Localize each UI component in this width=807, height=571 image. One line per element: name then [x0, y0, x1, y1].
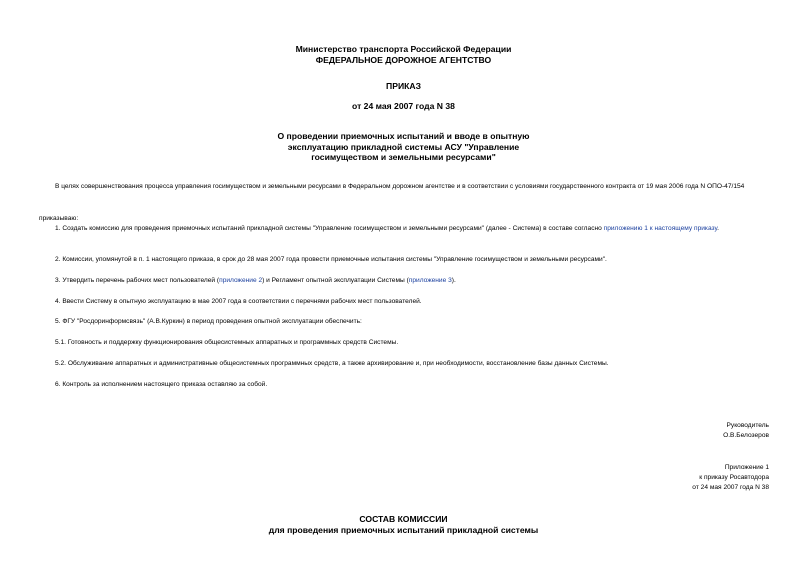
doc-date: от 24 мая 2007 года N 38 — [352, 101, 455, 111]
doc-title-line-1: О проведении приемочных испытаний и вводе в опытную — [277, 131, 530, 141]
appendix-title — [0, 514, 807, 535]
doc-title — [0, 131, 807, 163]
paragraph-5-1: 5.1. Готовность и поддержку функционирования общесистемных аппаратных и программных средств Системы. — [55, 339, 399, 346]
doc-title-line-3: госимуществом и земельными ресурсами" — [311, 152, 496, 162]
ministry-name: Министерство транспорта Российской Федерации — [295, 44, 512, 54]
intro-paragraph: В целях совершенствования процесса управления госимуществом и земельными ресурсами в Федеральном дорожном агентстве и в соответствии с условиями государственного контракта от 19 мая 2006 года N ОПО-47/154 — [55, 183, 745, 190]
paragraph-4: 4. Ввести Систему в опытную эксплуатацию в мае 2007 года в соответствии с перечнями рабочих мест пользователей. — [55, 298, 422, 305]
doc-title-line-2: эксплуатацию прикладной системы АСУ "Управление — [287, 141, 520, 152]
signature-name: О.В.Белозеров — [723, 432, 769, 440]
document-header — [0, 44, 807, 65]
paragraph-3: 3. Утвердить перечень рабочих мест пользователей (приложение 2) и Регламент опытной эксплуатации Системы (приложение 3). — [55, 277, 456, 284]
appendix-ref-line-3: от 24 мая 2007 года N 38 — [692, 484, 769, 492]
paragraph-5: 5. ФГУ "Росдоринформсвязь" (А.В.Куркин) в период проведения опытной эксплуатации обеспечить: — [55, 318, 362, 325]
appendix-title-line-2: для проведения приемочных испытаний прикладной системы — [268, 524, 539, 535]
appendix-reference — [692, 463, 769, 494]
paragraph-2: 2. Комиссии, упомянутой в п. 1 настоящего приказа, в срок до 28 мая 2007 года провести приемочные испытания системы "Управление госимуществом и земельными ресурсами". — [55, 256, 607, 263]
paragraph-5-2: 5.2. Обслуживание аппаратных и административные общесистемных программных средств, а также архивирование и, при необходимости, восстановление базы данных Системы. — [55, 360, 609, 367]
order-word: приказываю: — [39, 215, 79, 222]
agency-name: ФЕДЕРАЛЬНОЕ ДОРОЖНОЕ АГЕНТСТВО — [315, 54, 492, 65]
appendix-title-line-1: СОСТАВ КОМИССИИ — [359, 514, 448, 524]
appendix-ref-line-1: Приложение 1 — [724, 464, 769, 471]
doc-type: ПРИКАЗ — [386, 81, 421, 91]
signature-position: Руководитель — [726, 422, 769, 429]
signature-block — [723, 421, 769, 441]
paragraph-1-text: 1. Создать комиссию для проведения приемочных испытаний прикладной системы "Управление госимуществом и земельными ресурсами" (далее - Система) в составе согласно — [55, 225, 604, 232]
appendix-2-link[interactable]: приложение 2 — [219, 277, 263, 284]
paragraph-1: 1. Создать комиссию для проведения приемочных испытаний прикладной системы "Управление госимуществом и земельными ресурсами" (далее - Система) в составе согласно приложению 1 к настоящему приказу. — [55, 225, 719, 232]
appendix-3-link[interactable]: приложение 3 — [408, 277, 452, 284]
appendix-1-link[interactable]: приложению 1 к настоящему приказу — [603, 225, 718, 232]
paragraph-6: 6. Контроль за исполнением настоящего приказа оставляю за собой. — [55, 381, 268, 388]
appendix-ref-line-2: к приказу Росавтодора — [699, 474, 769, 482]
